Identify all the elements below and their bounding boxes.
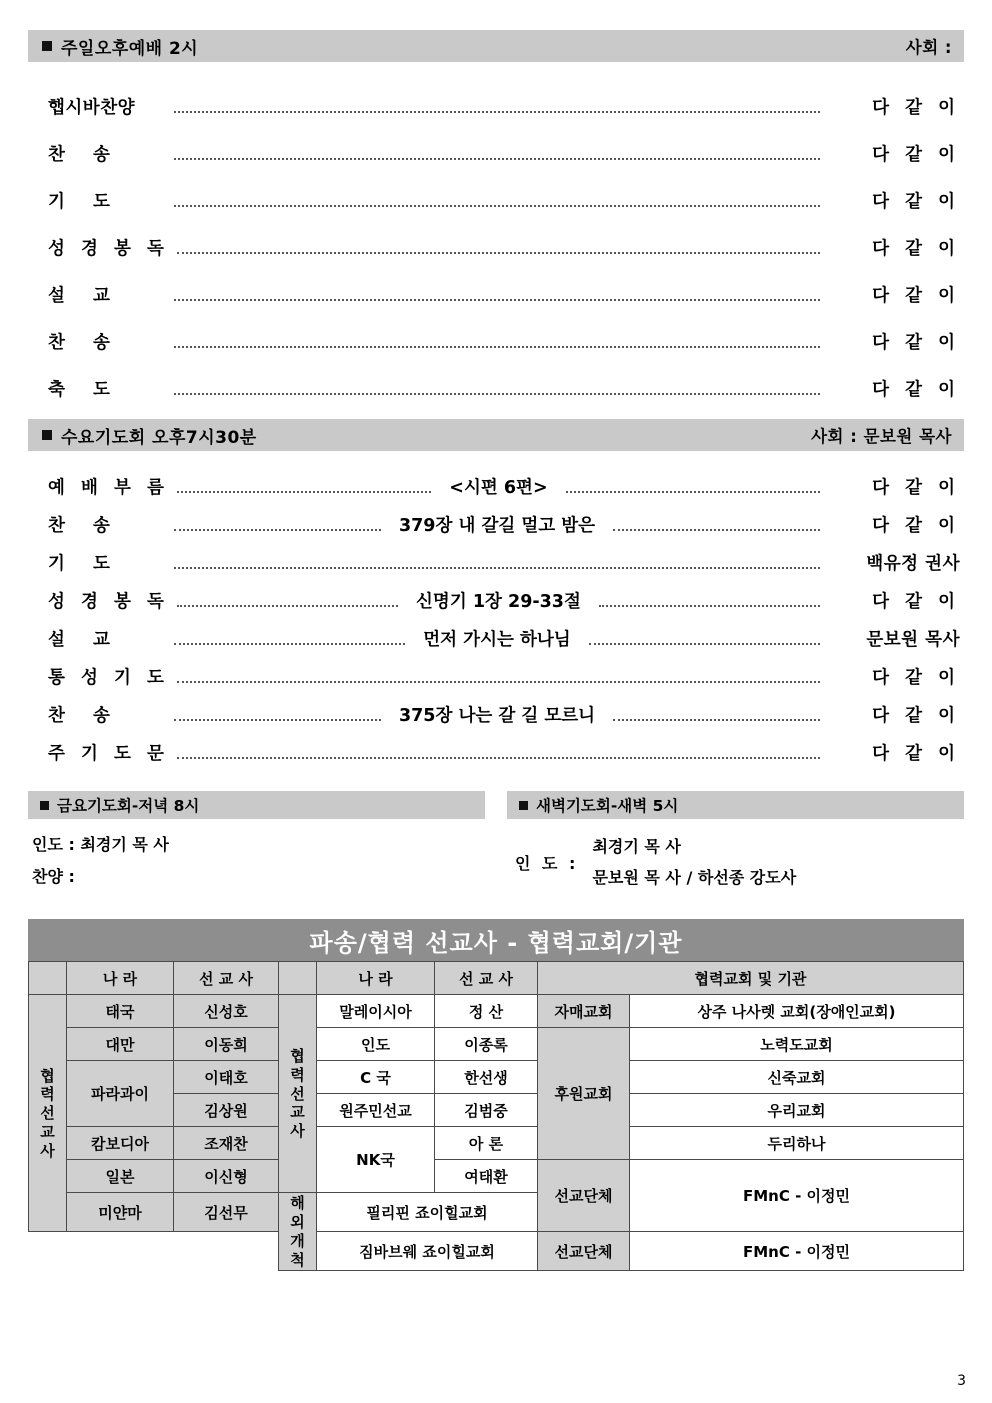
order-row [28, 166, 964, 213]
order-row [28, 461, 964, 499]
order-row [28, 651, 964, 689]
order-label: 찬 송 [48, 145, 121, 165]
order-label: 설 교 [48, 286, 121, 306]
friday-leader: 인도 : 최경기 목 사 [32, 835, 169, 854]
section-header-dawn [507, 791, 964, 819]
table-row [29, 1127, 964, 1160]
order-label: 축 도 [48, 380, 121, 400]
section-header-sunday-pm [28, 30, 964, 62]
missionary-cell: 이동희 [174, 1028, 279, 1061]
partner-category: 선교단체 [538, 1160, 630, 1232]
partner-value: FMnC - 이정민 [630, 1232, 964, 1271]
missionary-cell: 조재찬 [174, 1127, 279, 1160]
dot-leader [177, 252, 820, 254]
order-row [28, 260, 964, 307]
order-row [28, 354, 964, 401]
dawn-block [507, 791, 964, 893]
header-country-1: 나 라 [67, 962, 174, 995]
order-assignee: 다 같 이 [872, 239, 960, 259]
header-partner: 협력교회 및 기관 [538, 962, 964, 995]
order-assignee: 다 같 이 [872, 516, 961, 536]
order-label: 찬 송 [48, 706, 121, 726]
country-cell: 대만 [67, 1028, 174, 1061]
dot-leader [566, 491, 820, 493]
order-assignee: 백유정 권사 [866, 554, 960, 574]
dot-leader [613, 529, 820, 531]
dot-leader [174, 299, 820, 301]
order-assignee: 다 같 이 [872, 145, 960, 165]
order-assignee: 다 같 이 [872, 333, 960, 353]
order-assignee: 문보원 목사 [866, 630, 960, 650]
order-row [28, 537, 964, 575]
section-title-sunday-pm: 주일오후예배 2시 [61, 38, 199, 59]
friday-body [28, 819, 485, 893]
missionary-cell: 이종록 [435, 1028, 538, 1061]
country-cell: 말레이시아 [317, 995, 435, 1028]
dot-leader [174, 719, 381, 721]
dot-leader [177, 491, 431, 493]
missionary-cell: 아 론 [435, 1127, 538, 1160]
dawn-leader-label: 인 도 : [515, 853, 579, 873]
order-row [28, 575, 964, 613]
table-row [29, 995, 964, 1028]
bullet-square-icon [40, 801, 49, 810]
order-label: 기 도 [48, 554, 121, 574]
missionary-cell: 이신형 [174, 1160, 279, 1193]
partner-value: 상주 나사렛 교회(장애인교회) [630, 995, 964, 1028]
dot-leader [174, 158, 820, 160]
page-number: 3 [957, 1373, 966, 1389]
order-label: 주 기 도 문 [48, 744, 169, 764]
group-label-mid: 협 력 선 교 사 [279, 995, 317, 1193]
order-row [28, 613, 964, 651]
order-row [28, 499, 964, 537]
order-detail: 375장 나는 갈 길 모르니 [398, 706, 596, 726]
dot-leader [599, 605, 820, 607]
country-cell: 인도 [317, 1028, 435, 1061]
bullet-square-icon [519, 801, 528, 810]
country-cell: 미얀마 [67, 1193, 174, 1232]
header-missionary-2: 선 교 사 [435, 962, 538, 995]
section-title-friday: 금요기도회-저녁 8시 [57, 797, 200, 815]
order-row [28, 72, 964, 119]
missionary-cell: 김범중 [435, 1094, 538, 1127]
order-row [28, 119, 964, 166]
order-list-wednesday [28, 461, 964, 765]
dot-leader [174, 111, 820, 113]
group-label-overseas: 해 외 개 척 [279, 1193, 317, 1271]
table-row [29, 1028, 964, 1061]
order-assignee: 다 같 이 [872, 744, 960, 764]
order-detail: 신명기 1장 29-33절 [416, 592, 581, 612]
dawn-leader-line1: 최경기 목 사 [592, 837, 681, 856]
header-spacer-mid [279, 962, 317, 995]
table-header-row [29, 962, 964, 995]
order-assignee: 다 같 이 [872, 592, 961, 612]
order-label: 성 경 봉 독 [48, 239, 169, 259]
dot-leader [177, 605, 398, 607]
missionary-cell: 정 산 [435, 995, 538, 1028]
order-assignee: 다 같 이 [872, 286, 960, 306]
header-country-2: 나 라 [317, 962, 435, 995]
dot-leader [174, 643, 405, 645]
missionary-title-bar [28, 919, 964, 961]
dot-leader [174, 529, 381, 531]
dot-leader [177, 681, 820, 683]
dot-leader [174, 205, 820, 207]
header-spacer-left [29, 962, 67, 995]
order-detail: <시편 6편> [449, 478, 548, 498]
country-cell: 일본 [67, 1160, 174, 1193]
order-assignee: 다 같 이 [872, 668, 960, 688]
table-filler [29, 1232, 279, 1271]
missionary-cell: 이태호 [174, 1061, 279, 1094]
section-header-wednesday [28, 419, 964, 451]
section-title-wednesday: 수요기도회 오후7시30분 [61, 427, 257, 448]
missionary-cell: 김선무 [174, 1193, 279, 1232]
country-cell: C 국 [317, 1061, 435, 1094]
partner-value: 두리하나 [630, 1127, 964, 1160]
section-title-dawn: 새벽기도회-새벽 5시 [536, 797, 679, 815]
order-label: 찬 송 [48, 333, 121, 353]
partner-category: 후원교회 [538, 1028, 630, 1160]
order-label: 찬 송 [48, 516, 121, 536]
missionary-table [28, 961, 964, 1271]
partner-category: 선교단체 [538, 1232, 630, 1271]
missionary-cell: 여태환 [435, 1160, 538, 1193]
order-assignee: 다 같 이 [872, 380, 960, 400]
overseas-church-2: 짐바브웨 죠이힐교회 [317, 1232, 538, 1271]
friday-praise: 찬양 : [32, 867, 75, 886]
partner-value: FMnC - 이정민 [630, 1160, 964, 1232]
order-row [28, 307, 964, 354]
dot-leader [174, 346, 820, 348]
missionary-cell: 신성호 [174, 995, 279, 1028]
partner-value: 우리교회 [630, 1094, 964, 1127]
country-cell: 원주민선교 [317, 1094, 435, 1127]
order-label: 예 배 부 름 [48, 478, 169, 498]
partner-category: 자매교회 [538, 995, 630, 1028]
partner-value: 신죽교회 [630, 1061, 964, 1094]
order-list-sunday-pm [28, 72, 964, 401]
country-cell: NK국 [317, 1127, 435, 1193]
leader-label-sunday-pm: 사회 : [905, 38, 952, 57]
friday-dawn-section [28, 791, 964, 893]
order-label: 햅시바찬양 [48, 98, 136, 118]
table-row [29, 1232, 964, 1271]
section-header-friday [28, 791, 485, 819]
order-label: 설 교 [48, 630, 121, 650]
order-row [28, 689, 964, 727]
order-detail: 379장 내 갈길 멀고 밤은 [398, 516, 596, 536]
missionary-title: 파송/협력 선교사 - 협력교회/기관 [309, 928, 683, 957]
dot-leader [177, 757, 820, 759]
order-label: 성 경 봉 독 [48, 592, 169, 612]
leader-label-wednesday: 사회 : 문보원 목사 [811, 427, 952, 446]
dot-leader [613, 719, 820, 721]
dawn-leader-names [592, 831, 796, 893]
dawn-body [507, 819, 964, 893]
order-row [28, 727, 964, 765]
group-label-left: 협 력 선 교 사 [29, 995, 67, 1232]
order-label: 기 도 [48, 192, 121, 212]
partner-value: 노력도교회 [630, 1028, 964, 1061]
table-row [29, 1061, 964, 1094]
order-label: 통 성 기 도 [48, 668, 169, 688]
order-assignee: 다 같 이 [872, 478, 960, 498]
missionary-cell: 한선생 [435, 1061, 538, 1094]
friday-block [28, 791, 485, 893]
header-missionary-1: 선 교 사 [174, 962, 279, 995]
bullet-square-icon [42, 41, 52, 51]
bullet-square-icon [42, 430, 52, 440]
country-cell: 태국 [67, 995, 174, 1028]
dot-leader [174, 567, 820, 569]
order-row [28, 213, 964, 260]
missionary-cell: 김상원 [174, 1094, 279, 1127]
order-assignee: 다 같 이 [872, 192, 960, 212]
dawn-leader-line2: 문보원 목 사 / 하선종 강도사 [592, 868, 797, 888]
order-detail: 먼저 가시는 하나님 [423, 630, 571, 650]
table-row [29, 1160, 964, 1193]
dot-leader [589, 643, 820, 645]
overseas-church-1: 필리핀 죠이힐교회 [317, 1193, 538, 1232]
country-cell: 파라과이 [67, 1061, 174, 1127]
dot-leader [174, 393, 820, 395]
order-assignee: 다 같 이 [872, 706, 961, 726]
order-assignee: 다 같 이 [872, 98, 960, 118]
country-cell: 캄보디아 [67, 1127, 174, 1160]
